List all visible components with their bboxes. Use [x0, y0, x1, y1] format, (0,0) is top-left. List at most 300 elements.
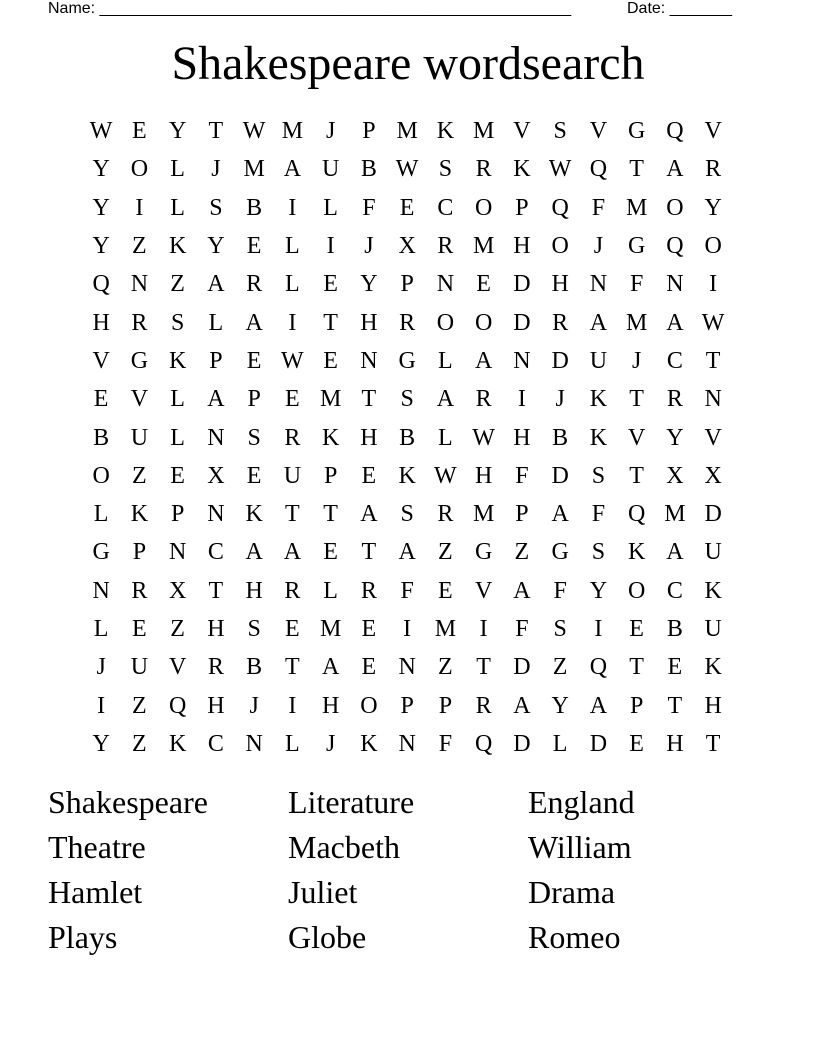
grid-letter: T [476, 654, 491, 681]
grid-letter: J [249, 692, 259, 719]
grid-letter: X [207, 462, 225, 489]
grid-letter: Z [170, 271, 185, 298]
grid-letter: M [243, 156, 265, 183]
grid-letter: H [704, 692, 722, 719]
grid-letter: V [474, 577, 493, 604]
grid-letter: A [513, 577, 531, 604]
grid-letter: U [704, 616, 722, 642]
grid-letter: R [475, 692, 492, 719]
grid-letter: O [474, 309, 493, 336]
grid-letter: K [704, 654, 722, 681]
grid-letter: U [589, 347, 608, 374]
grid-letter: D [551, 462, 569, 489]
grid-letter: A [283, 156, 302, 183]
grid-letter: M [396, 118, 418, 145]
grid-letter: W [434, 462, 457, 489]
grid-letter: R [131, 577, 148, 604]
grid-letter: I [517, 386, 526, 413]
grid-letter: N [168, 539, 187, 566]
grid-letter: N [436, 271, 455, 298]
grid-letter: R [246, 271, 263, 298]
grid-letter: O [666, 194, 684, 221]
grid-letter: K [168, 233, 187, 260]
word-list-item: Macbeth [288, 829, 400, 865]
grid-letter: R [399, 309, 416, 336]
grid-letter: O [130, 156, 149, 183]
grid-letter: R [552, 309, 569, 336]
grid-letter: H [666, 730, 684, 757]
grid-letter: S [553, 118, 567, 145]
grid-letter: P [323, 462, 338, 489]
grid-letter: W [548, 156, 572, 183]
grid-letter: Z [132, 462, 147, 489]
grid-letter: E [285, 386, 300, 413]
grid-letter: C [666, 577, 683, 604]
grid-letter: A [245, 309, 263, 336]
grid-letter: E [323, 539, 338, 566]
grid-letter: O [474, 194, 493, 221]
grid-letter: T [208, 118, 224, 145]
grid-letter: L [170, 156, 185, 183]
grid-letter: I [326, 233, 335, 260]
grid-letter: G [130, 347, 149, 374]
grid-letter: U [130, 424, 149, 451]
grid-letter: T [323, 501, 338, 528]
grid-letter: Z [438, 539, 453, 566]
word-list-item: Juliet [288, 874, 358, 910]
grid-letter: R [131, 309, 148, 336]
grid-letter: A [398, 539, 416, 566]
grid-letter: K [513, 156, 531, 183]
grid-letter: P [400, 271, 414, 298]
grid-letter: I [288, 194, 297, 221]
grid-letter: P [247, 386, 261, 413]
grid-letter: X [666, 462, 684, 489]
grid-letter: I [709, 271, 718, 298]
grid-letter: V [627, 424, 646, 451]
grid-letter: A [474, 347, 493, 374]
grid-letter: L [170, 194, 185, 221]
grid-letter: G [551, 539, 569, 566]
grid-letter: M [625, 194, 648, 221]
grid-letter: T [208, 577, 224, 604]
grid-letter: M [472, 233, 495, 260]
grid-letter: G [92, 539, 110, 566]
grid-letter: E [476, 271, 491, 298]
grid-letter: J [211, 156, 221, 183]
grid-letter: R [284, 424, 301, 451]
grid-letter: K [436, 118, 455, 145]
grid-letter: O [627, 577, 646, 604]
grid-letter: K [245, 501, 263, 528]
grid-letter: T [705, 730, 721, 757]
grid-letter: Q [627, 501, 646, 528]
date-field-label: Date: _______ [627, 0, 732, 17]
grid-letter: Z [438, 654, 453, 681]
grid-letter: H [360, 309, 378, 336]
grid-letter: E [93, 386, 109, 413]
grid-letter: T [629, 462, 644, 489]
grid-letter: L [323, 577, 338, 604]
grid-letter: D [513, 309, 531, 336]
grid-letter: K [704, 577, 722, 604]
grid-letter: U [321, 156, 340, 183]
grid-letter: R [666, 386, 683, 413]
grid-letter: P [438, 692, 453, 719]
grid-letter: S [591, 462, 606, 489]
grid-letter: Z [170, 616, 185, 642]
grid-letter: G [627, 233, 646, 260]
grid-letter: Q [589, 654, 608, 681]
grid-letter: T [285, 501, 300, 528]
grid-letter: D [513, 271, 531, 298]
word-list-item: Plays [48, 919, 118, 955]
grid-letter: V [513, 118, 531, 145]
grid-letter: B [93, 424, 110, 451]
grid-letter: O [436, 309, 455, 336]
grid-letter: L [438, 347, 453, 374]
grid-letter: D [704, 501, 722, 528]
grid-letter: G [474, 539, 493, 566]
grid-letter: H [360, 424, 378, 451]
grid-letter: R [437, 501, 454, 528]
grid-letter: T [629, 654, 644, 681]
grid-letter: Z [552, 654, 568, 681]
grid-letter: H [245, 577, 263, 604]
grid-letter: O [92, 462, 110, 489]
word-list [48, 780, 768, 960]
grid-letter: E [361, 616, 377, 642]
grid-letter: A [245, 539, 263, 566]
grid-letter: P [515, 501, 529, 528]
grid-letter: B [399, 424, 416, 451]
grid-letter: N [666, 271, 684, 298]
grid-letter: W [281, 347, 304, 374]
grid-letter: A [551, 501, 569, 528]
grid-letter: D [513, 654, 531, 681]
word-list-item: William [528, 829, 632, 865]
grid-letter: Y [589, 577, 608, 604]
grid-letter: I [288, 309, 297, 336]
grid-letter: E [361, 462, 377, 489]
grid-letter: K [321, 424, 340, 451]
grid-letter: X [398, 233, 416, 260]
grid-letter: J [325, 730, 336, 757]
grid-letter: A [666, 156, 684, 183]
grid-letter: L [323, 194, 338, 221]
grid-letter: L [285, 271, 300, 298]
grid-letter: Y [92, 233, 110, 260]
grid-letter: B [246, 194, 263, 221]
grid-letter: E [170, 462, 185, 489]
grid-letter: E [246, 347, 262, 374]
grid-letter: Y [360, 271, 378, 298]
grid-letter: H [474, 462, 493, 489]
grid-letter: Y [92, 156, 110, 183]
grid-letter: T [361, 386, 377, 413]
grid-letter: D [513, 730, 531, 757]
grid-letter: P [629, 692, 644, 719]
grid-letter: F [591, 194, 606, 221]
grid-letter: R [475, 156, 492, 183]
grid-letter: O [551, 233, 569, 260]
grid-letter: E [438, 577, 453, 604]
grid-letter: T [629, 386, 644, 413]
grid-letter: K [168, 730, 187, 757]
grid-letter: L [285, 233, 300, 260]
grid-letter: M [319, 616, 342, 642]
grid-letter: V [589, 118, 608, 145]
grid-letter: F [553, 577, 567, 604]
word-list-item: Hamlet [48, 874, 143, 910]
grid-letter: Z [132, 730, 147, 757]
grid-letter: F [438, 730, 453, 757]
grid-letter: E [361, 654, 377, 681]
grid-letter: J [96, 654, 106, 681]
grid-letter: N [245, 730, 263, 757]
grid-letter: P [515, 194, 529, 221]
grid-letter: Y [551, 692, 569, 719]
grid-letter: W [472, 424, 495, 451]
grid-letter: Q [666, 233, 684, 260]
grid-letter: R [475, 386, 492, 413]
grid-letter: J [555, 386, 565, 413]
grid-letter: E [629, 616, 644, 642]
grid-letter: K [589, 386, 608, 413]
grid-letter: J [325, 118, 336, 145]
grid-letter: S [400, 386, 414, 413]
grid-letter: U [704, 539, 722, 566]
grid-letter: K [168, 347, 187, 374]
grid-letter: C [207, 730, 224, 757]
grid-letter: M [319, 386, 342, 413]
grid-letter: H [92, 309, 110, 336]
grid-letter: B [246, 654, 263, 681]
grid-letter: A [666, 539, 684, 566]
grid-letter: T [323, 309, 338, 336]
grid-letter: R [705, 156, 722, 183]
grid-letter: X [704, 462, 722, 489]
grid-letter: N [513, 347, 531, 374]
grid-letter: H [551, 271, 569, 298]
grid-letter: H [513, 233, 531, 260]
grid-letter: M [434, 616, 457, 642]
grid-letter: P [170, 501, 185, 528]
grid-letter: K [589, 424, 608, 451]
grid-letter: B [552, 424, 569, 451]
grid-letter: M [472, 118, 495, 145]
grid-letter: H [513, 424, 531, 451]
grid-letter: W [395, 156, 419, 183]
grid-letter: L [170, 386, 185, 413]
grid-letter: S [438, 156, 453, 183]
grid-letter: V [168, 654, 187, 681]
grid-letter: D [551, 347, 569, 374]
grid-letter: E [246, 462, 262, 489]
grid-letter: I [403, 616, 412, 642]
grid-letter: T [667, 692, 683, 719]
grid-letter: O [704, 233, 722, 260]
grid-letter: T [361, 539, 377, 566]
grid-letter: A [589, 692, 608, 719]
grid-letter: M [625, 309, 648, 336]
grid-letter: J [631, 347, 642, 374]
grid-letter: L [208, 309, 224, 336]
grid-letter: E [132, 118, 147, 145]
grid-letter: Q [589, 156, 608, 183]
grid-letter: V [130, 386, 149, 413]
grid-letter: R [437, 233, 454, 260]
grid-letter: L [170, 424, 185, 451]
grid-letter: A [436, 386, 455, 413]
grid-letter: Q [92, 271, 110, 298]
grid-letter: Z [132, 692, 147, 719]
grid-letter: R [207, 654, 224, 681]
grid-letter: P [132, 539, 147, 566]
grid-letter: Z [514, 539, 530, 566]
grid-letter: A [513, 692, 531, 719]
grid-letter: Z [132, 233, 147, 260]
grid-letter: O [360, 692, 378, 719]
grid-letter: I [288, 692, 297, 719]
grid-letter: K [398, 462, 416, 489]
grid-letter: S [591, 539, 606, 566]
grid-letter: T [705, 347, 721, 374]
grid-letter: Q [666, 118, 684, 145]
letter-grid [82, 112, 732, 763]
grid-letter: S [209, 194, 223, 221]
grid-letter: M [664, 501, 686, 528]
grid-letter: L [552, 730, 568, 757]
grid-letter: A [283, 539, 302, 566]
grid-letter: V [92, 347, 110, 374]
grid-letter: D [589, 730, 608, 757]
grid-letter: W [242, 118, 266, 145]
grid-letter: E [132, 616, 147, 642]
grid-letter: Y [168, 118, 187, 145]
grid-letter: N [207, 501, 225, 528]
grid-letter: S [400, 501, 414, 528]
grid-letter: X [168, 577, 187, 604]
grid-letter: I [135, 194, 144, 221]
grid-letter: W [701, 309, 725, 336]
page-title: Shakespeare wordsearch [171, 37, 645, 90]
grid-letter: H [207, 692, 225, 719]
grid-letter: G [627, 118, 646, 145]
grid-letter: Y [666, 424, 684, 451]
grid-letter: P [209, 347, 223, 374]
word-list-item: Globe [288, 919, 367, 955]
grid-letter: B [666, 616, 683, 642]
grid-letter: E [285, 616, 300, 642]
grid-letter: I [97, 692, 106, 719]
grid-letter: L [93, 616, 109, 642]
grid-letter: A [207, 271, 225, 298]
grid-letter: U [283, 462, 302, 489]
grid-letter: N [398, 730, 416, 757]
grid-letter: E [323, 347, 338, 374]
word-list-item: Shakespeare [48, 784, 208, 820]
grid-letter: Y [92, 194, 110, 221]
grid-letter: L [438, 424, 453, 451]
grid-letter: E [399, 194, 415, 221]
grid-letter: S [247, 616, 261, 642]
grid-letter: J [364, 233, 374, 260]
grid-letter: V [704, 118, 722, 145]
grid-letter: M [281, 118, 304, 145]
grid-letter: I [479, 616, 488, 642]
grid-letter: N [92, 577, 110, 604]
grid-letter: K [130, 501, 149, 528]
grid-letter: C [437, 194, 454, 221]
grid-letter: E [667, 654, 683, 681]
grid-letter: A [589, 309, 608, 336]
grid-letter: Q [474, 730, 493, 757]
grid-letter: Q [551, 194, 569, 221]
grid-letter: F [515, 462, 529, 489]
grid-letter: F [591, 501, 606, 528]
grid-letter: R [284, 577, 301, 604]
grid-letter: E [246, 233, 262, 260]
grid-letter: B [360, 156, 377, 183]
grid-letter: E [629, 730, 644, 757]
grid-letter: H [321, 692, 340, 719]
grid-letter: A [207, 386, 225, 413]
grid-letter: C [207, 539, 224, 566]
word-list-item: England [528, 784, 635, 820]
header-fields [48, 0, 748, 20]
grid-letter: F [515, 616, 529, 642]
grid-letter: N [589, 271, 608, 298]
grid-letter: P [362, 118, 376, 145]
grid-letter: S [247, 424, 261, 451]
grid-letter: C [666, 347, 683, 374]
grid-letter: N [360, 347, 378, 374]
grid-letter: U [130, 654, 149, 681]
grid-letter: Y [92, 730, 110, 757]
grid-letter: F [362, 194, 376, 221]
grid-letter: K [627, 539, 646, 566]
grid-letter: T [285, 654, 300, 681]
grid-letter: E [323, 271, 338, 298]
word-list-item: Theatre [48, 829, 146, 865]
grid-letter: L [93, 501, 109, 528]
word-list-item: Literature [288, 784, 415, 820]
grid-letter: N [130, 271, 149, 298]
grid-letter: L [285, 730, 300, 757]
grid-letter: Y [207, 233, 225, 260]
grid-letter: R [360, 577, 377, 604]
grid-letter: W [89, 118, 113, 145]
grid-letter: F [400, 577, 414, 604]
grid-letter: N [704, 386, 722, 413]
grid-letter: T [629, 156, 644, 183]
grid-letter: I [594, 616, 603, 642]
grid-letter: Q [168, 692, 187, 719]
grid-letter: A [666, 309, 684, 336]
grid-letter: Y [704, 194, 722, 221]
word-list-item: Romeo [528, 919, 621, 955]
grid-letter: G [398, 347, 416, 374]
grid-letter: V [704, 424, 722, 451]
grid-letter: A [321, 654, 340, 681]
grid-letter: S [553, 616, 567, 642]
grid-letter: P [400, 692, 414, 719]
grid-letter: A [360, 501, 378, 528]
grid-letter: F [629, 271, 644, 298]
grid-letter: N [207, 424, 225, 451]
word-list-item: Drama [528, 874, 616, 910]
